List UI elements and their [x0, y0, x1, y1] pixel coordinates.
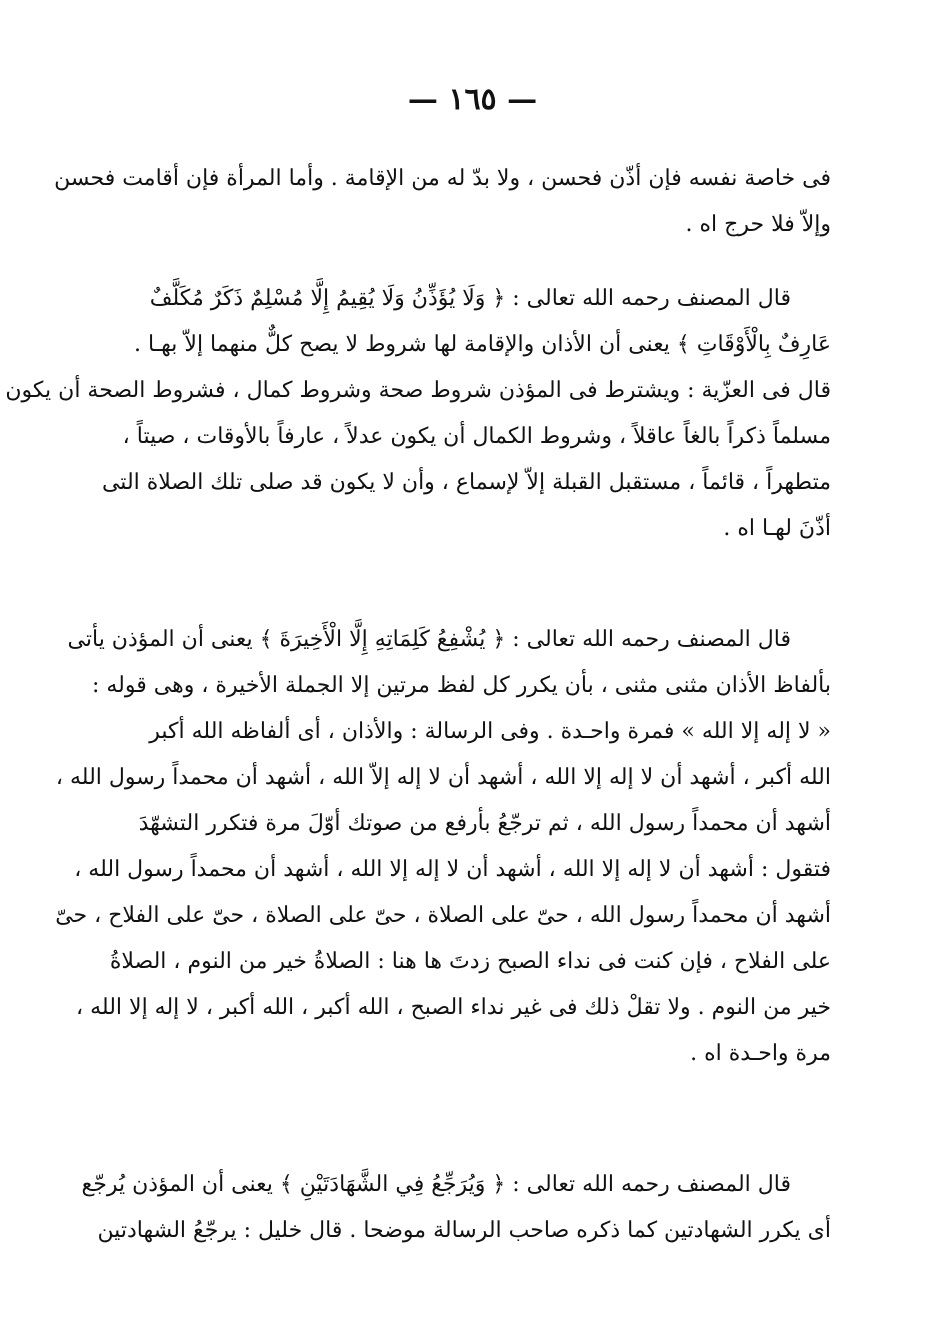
- text-line: على الفلاح ، فإن كنت فى نداء الصبح زدتَ ها هنا : الصلاةُ خير من النوم ، الصلاةُ: [109, 949, 831, 974]
- text-line: أذّنَ لهـا اه .: [723, 516, 831, 541]
- paragraph-2: [5, 276, 831, 552]
- text-line: متطهراً ، قائماً ، مستقبل القبلة إلاّ لإسماع ، وأن لا يكون قد صلى تلك الصلاة التى: [101, 470, 831, 495]
- text-line: مرة واحـدة اه .: [690, 1041, 831, 1066]
- paragraph-4: [81, 1162, 831, 1254]
- text-line: وإلاّ فلا حرج اه .: [685, 212, 831, 237]
- text-line: أشهد أن محمداً رسول الله ، حىّ على الصلاة ، حىّ على الصلاة ، حىّ على الفلاح ، حىّ: [55, 903, 831, 928]
- text-line: الله أكبر ، أشهد أن لا إله إلا الله ، أشهد أن لا إله إلاّ الله ، أشهد أن محمداً رسول الله ،: [55, 765, 831, 790]
- text-line: قال المصنف رحمه الله تعالى : ﴿ وَيُرَجِّعُ فِي الشَّهَادَتَيْنِ ﴾ يعنى أن المؤذن يُرجّع: [81, 1172, 791, 1197]
- text-line: فتقول : أشهد أن لا إله إلا الله ، أشهد أن لا إله إلا الله ، أشهد أن محمداً رسول الله ،: [74, 857, 831, 882]
- text-line: قال المصنف رحمه الله تعالى : ﴿ وَلَا يُؤَذِّنُ وَلَا يُقِيمُ إِلَّا مُسْلِمٌ ذَكَرٌ مُكَلَّفٌ: [149, 286, 791, 311]
- text-line: قال المصنف رحمه الله تعالى : ﴿ يُشْفِعُ كَلِمَاتِهِ إِلَّا الْأَخِيرَةَ ﴾ يعنى أن المؤذن يأتى: [67, 627, 791, 652]
- paragraph-1: [54, 156, 831, 248]
- text-line: خير من النوم . ولا تقلْ ذلك فى غير نداء الصبح ، الله أكبر ، الله أكبر ، لا إله إلا الله ،: [76, 995, 831, 1020]
- text-line: مسلماً ذكراً بالغاً عاقلاً ، وشروط الكمال أن يكون عدلاً ، عارفاً بالأوقات ، صيتاً ،: [122, 424, 831, 449]
- text-line: بألفاظ الأذان مثنى مثنى ، بأن يكرر كل لفظ مرتين إلا الجملة الأخيرة ، وهى قوله :: [91, 673, 831, 698]
- text-line: عَارِفٌ بِالْأَوْقَاتِ ﴾ يعنى أن الأذان والإقامة لها شروط لا يصح كلٌّ منهما إلاّ بهـا .: [134, 332, 831, 357]
- paragraph-3: [55, 617, 831, 1077]
- text-line: « لا إله إلا الله » فمرة واحـدة . وفى الرسالة : والأذان ، أى ألفاظه الله أكبر: [149, 719, 831, 744]
- text-line: أى يكرر الشهادتين كما ذكره صاحب الرسالة موضحا . قال خليل : يرجّعُ الشهادتين: [97, 1218, 831, 1243]
- page-number: — ١٦٥ —: [407, 82, 538, 117]
- text-line: أشهد أن محمداً رسول الله ، ثم ترجّعُ بأرفع من صوتك أوّلَ مرة فتكرر التشهّدَ: [138, 811, 831, 836]
- text-line: فى خاصة نفسه فإن أذّن فحسن ، ولا بدّ له من الإقامة . وأما المرأة فإن أقامت فحسن: [54, 166, 831, 191]
- text-line: قال فى العزّية : ويشترط فى المؤذن شروط صحة وشروط كمال ، فشروط الصحة أن يكون: [5, 378, 831, 403]
